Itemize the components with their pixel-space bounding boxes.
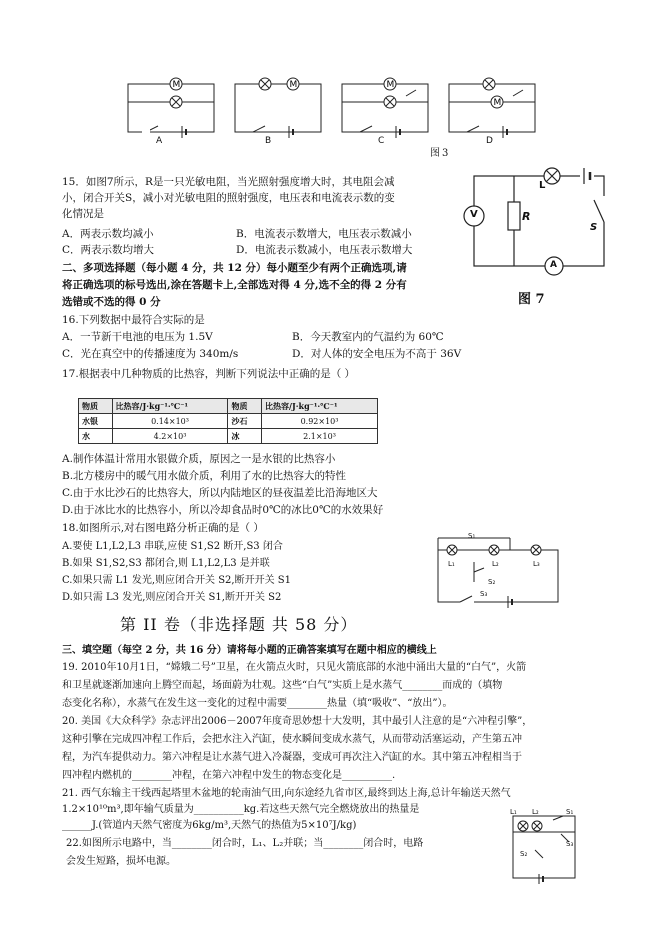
q18-fig-label-l3: L₃ [533, 560, 540, 568]
q15-option-a: A．两表示数均减小 [62, 228, 154, 240]
q17-option-c: C.由于水比沙石的比热容大，所以内陆地区的昼夜温差比沿海地区大 [62, 487, 378, 499]
q21-line3: ______J.(管道内天然气密度为6kg/m³,天然气的热值为5×10⁷J/kg) [62, 820, 357, 831]
q22-line1: 22.如图所示电路中，当________闭合时，L₁、L₂并联；当________闭合时，电路 [66, 838, 424, 849]
fig3-label-c: C [378, 136, 385, 146]
table-cell: 2.1×10³ [262, 429, 378, 444]
q19-line2: 和卫星就逐渐加速向上腾空而起，场面蔚为壮观。这些“白气”实质上是水蒸气________而成的（填物 [62, 680, 503, 691]
q22-fig-label-l1: L₁ [510, 808, 517, 816]
fig3-circuit-d [449, 78, 535, 138]
svg-text:M: M [289, 80, 298, 90]
q22-fig-label-l2: L₂ [532, 808, 539, 816]
fig7-caption: 图 7 [518, 292, 545, 307]
q17-option-b: B.北方楼房中的暖气用水做介质，利用了水的比热容大的特性 [62, 470, 347, 482]
table-cell: 0.14×10³ [112, 414, 228, 429]
table-header-row [79, 399, 378, 414]
svg-text:M: M [386, 80, 395, 90]
table-header-cell: 比热容/J·kg⁻¹·℃⁻¹ [262, 399, 378, 414]
table-cell: 沙石 [228, 414, 262, 429]
fig7-label-resistor: R [522, 210, 531, 223]
q18-fig-label-s1: S₁ [468, 532, 476, 540]
q18-option-c: C.如果只需 L1 发光,则应闭合开关 S2,断开开关 S1 [62, 575, 291, 586]
table-cell: 水 [79, 429, 113, 444]
fig7-label-lamp: L [539, 180, 546, 191]
q22-fig-label-s3: S₃ [566, 840, 574, 848]
q18-stem: 18.如图所示,对右图电路分析正确的是（ ） [62, 522, 264, 534]
fig3-circuit-a [128, 78, 214, 138]
q18-fig-label-l2: L₂ [492, 560, 499, 568]
section2-line1: 二、多项选择题（每小题 4 分，共 12 分）每小题至少有两个正确选项,请 [62, 262, 407, 274]
table-cell: 冰 [228, 429, 262, 444]
q22-fig-label-s2: S₂ [520, 850, 528, 858]
section3-heading: 三、填空题（每空 2 分，共 16 分）请将每小题的正确答案填写在题中相应的横线上 [62, 645, 437, 656]
q18-option-a: A.要使 L1,L2,L3 串联,应使 S1,S2 断开,S3 闭合 [62, 541, 283, 552]
fig3-label-a: A [156, 136, 163, 146]
table-row [79, 414, 378, 429]
fig3-label-b: B [265, 136, 272, 146]
q18-fig-label-s3: S₃ [480, 590, 488, 598]
fig3-caption: 图3 [430, 148, 451, 159]
q16-stem: 16.下列数据中最符合实际的是 [62, 314, 205, 326]
q22-circuit [505, 812, 585, 890]
q17-option-a: A.制作体温计常用水银做介质，原因之一是水银的比热容小 [62, 453, 336, 465]
q20-line4: 四冲程内燃机的________冲程，在第六冲程中发生的物态变化是__________. [62, 770, 396, 781]
fig7-label-ammeter: A [550, 260, 557, 270]
q18-circuit [430, 530, 570, 610]
table-row [79, 429, 378, 444]
q15-line3: 化情况是 [62, 208, 104, 220]
fig3-circuit-c [342, 78, 428, 138]
q18-fig-label-s2: S₂ [488, 578, 496, 586]
q21-line2: 1.2×10¹⁰m³,即年输气质量为__________kg.若这些天然气完全燃烧放出的热量是 [62, 804, 420, 815]
q15-option-c: C．两表示数均增大 [62, 244, 155, 256]
table-cell: 0.92×10³ [262, 414, 378, 429]
q16-option-b: B．今天教室内的气温约为 60℃ [292, 331, 444, 343]
q20-line3: 程，为汽车提供动力。第六冲程是让水蒸气进入冷凝器，变成可再次注入汽缸的水。其中第五冲程相当于 [62, 752, 522, 763]
table-header-cell: 物质 [79, 399, 113, 414]
svg-text:M: M [172, 80, 181, 90]
table-cell: 4.2×10³ [112, 429, 228, 444]
table-header-cell: 物质 [228, 399, 262, 414]
q15-line2: 小，闭合开关S，减小对光敏电阻的照射强度，电压表和电流表示数的变 [62, 192, 395, 204]
q22-line2: 会发生短路，损坏电源。 [66, 856, 176, 867]
q17-stem: 17.根据表中几种物质的比热容，判断下列说法中正确的是（ ） [62, 368, 356, 380]
q21-line1: 21. 西气东输主干线西起塔里木盆地的轮南油气田,向东途经九省市区,最终到达上海,总计年输送天然气 [62, 788, 511, 799]
fig3-circuit-b [235, 78, 321, 138]
q18-option-d: D.如只需 L3 发光,则应闭合开关 S1,断开开关 S2 [62, 592, 282, 603]
q17-option-d: D.由于冰比水的比热容小，所以冷却食品时0℃的冰比0℃的水效果好 [62, 504, 384, 516]
fig3-label-d: D [486, 136, 493, 146]
q19-line3: 态变化名称），水蒸气在发生这一变化的过程中需要________热量（填“吸收”、“放出”）。 [62, 698, 453, 709]
q16-option-a: A．一节新干电池的电压为 1.5V [62, 331, 213, 343]
q15-option-b: B．电流表示数增大，电压表示数减小 [236, 228, 412, 240]
q19-line1: 19. 2010年10月1日，“嫦娥二号”卫星，在火箭点火时，只见火箭底部的水池中涌出大量的“白气”，火箭 [62, 662, 527, 673]
q15-option-d: D．电流表示数减小，电压表示数增大 [236, 244, 413, 256]
table-header-cell: 比热容/J·kg⁻¹·℃⁻¹ [112, 399, 228, 414]
svg-text:M: M [493, 98, 502, 108]
section2-line3: 选错或不选的得 0 分 [62, 296, 161, 308]
part2-title: 第 II 卷（非选择题 共 58 分） [120, 615, 358, 634]
fig7-label-voltmeter: V [470, 209, 478, 220]
q18-option-b: B.如果 S1,S2,S3 都闭合,则 L1,L2,L3 是并联 [62, 558, 270, 569]
specific-heat-table [78, 398, 378, 444]
q15-line1: 15．如图7所示，R是一只光敏电阻，当光照射强度增大时，其电阻会减 [62, 176, 395, 188]
q20-line1: 20. 美国《大众科学》杂志评出2006－2007年度奇思妙想十大发明，其中最引人注意的是“六冲程引擎”， [62, 716, 533, 727]
table-cell: 水银 [79, 414, 113, 429]
fig7-label-switch: S [590, 222, 598, 233]
q22-fig-label-s1: S₁ [566, 808, 574, 816]
q20-line2: 这种引擎在完成四冲程工作后，会把水注入汽缸，使水瞬间变成水蒸气，从而带动活塞运动，产生第五冲 [62, 734, 522, 745]
q16-option-c: C．光在真空中的传播速度为 340m/s [62, 348, 239, 360]
figure-7-circuit [462, 160, 622, 280]
section2-line2: 将正确选项的标号选出,涂在答题卡上,全部选对得 4 分,选不全的得 2 分有 [62, 279, 407, 291]
q18-fig-label-l1: L₁ [448, 560, 455, 568]
q16-option-d: D．对人体的安全电压为不高于 36V [292, 348, 462, 360]
